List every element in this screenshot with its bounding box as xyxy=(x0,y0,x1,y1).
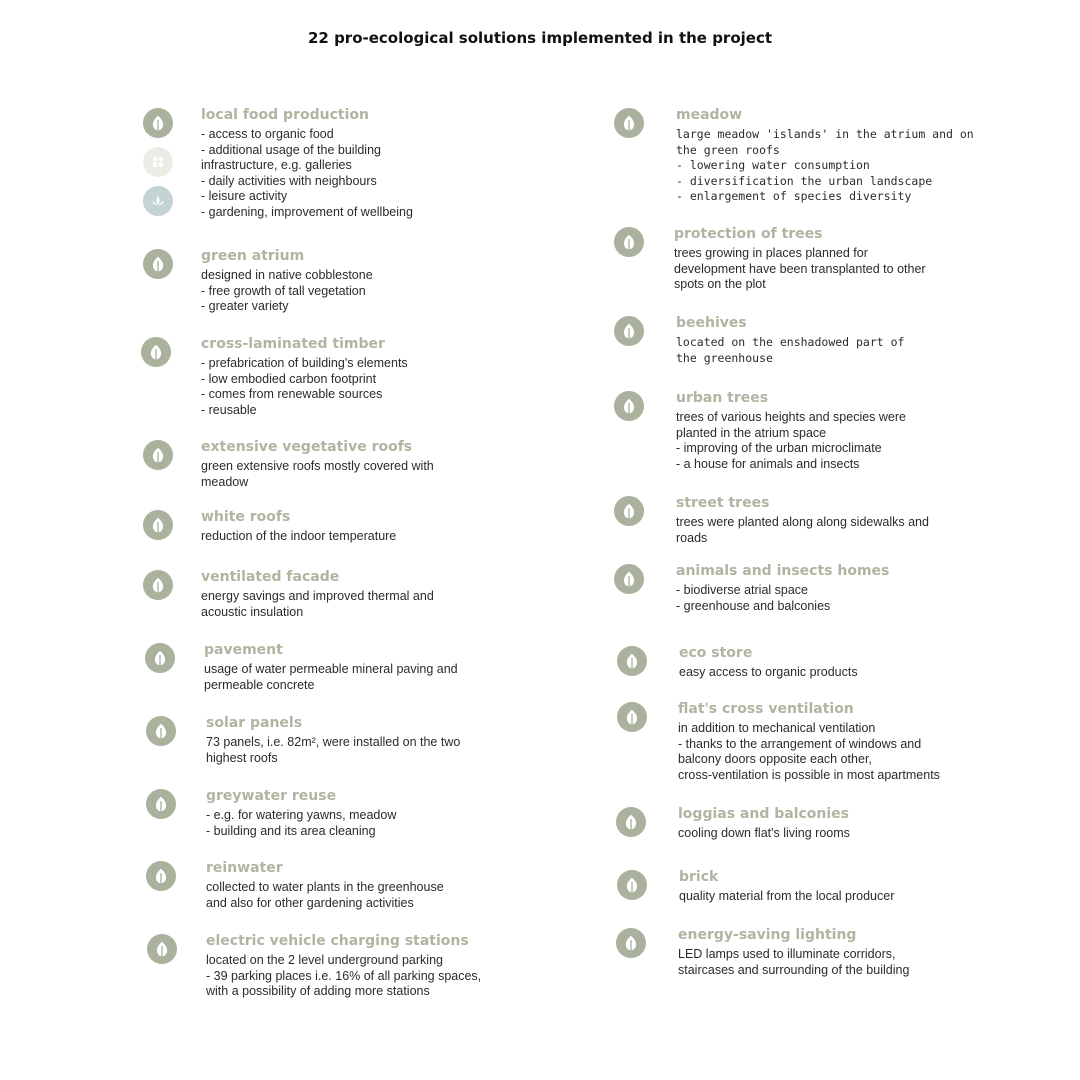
solution-heading: eco store xyxy=(679,645,753,661)
solution-description xyxy=(676,410,906,472)
leaf-icon xyxy=(614,316,644,346)
description-line: - low embodied carbon footprint xyxy=(201,371,377,386)
description-line: - greenhouse and balconies xyxy=(676,598,831,613)
description-line: - diversification the urban landscape xyxy=(676,173,933,188)
solution-description xyxy=(201,529,396,545)
solution-item xyxy=(201,247,373,315)
leaf-icon xyxy=(614,391,644,421)
description-line: designed in native cobblestone xyxy=(201,268,373,282)
solution-item xyxy=(679,644,858,681)
solution-item xyxy=(676,389,906,472)
leaf-icon xyxy=(146,716,176,746)
leaf-shape xyxy=(155,941,169,957)
description-line: located on the 2 level underground parking xyxy=(206,953,443,967)
description-line: - access to organic food xyxy=(201,127,334,141)
leaf-icon xyxy=(143,510,173,540)
description-line: cross-ventilation is possible in most apartments xyxy=(678,767,940,782)
leaf-shape xyxy=(622,234,636,250)
solution-heading: electric vehicle charging stations xyxy=(206,933,469,949)
people-icon xyxy=(143,147,173,177)
solution-description xyxy=(678,721,940,783)
description-line: - comes from renewable sources xyxy=(201,387,383,401)
solution-heading: greywater reuse xyxy=(206,788,337,804)
leaf-icon xyxy=(143,249,173,279)
leaf-shape xyxy=(151,517,165,533)
solution-heading: animals and insects homes xyxy=(676,563,890,579)
solution-heading: beehives xyxy=(676,315,747,331)
leaf-shape xyxy=(624,935,638,951)
description-line: and also for other gardening activities xyxy=(206,895,414,910)
description-line: - free growth of tall vegetation xyxy=(201,283,366,298)
leaf-icon xyxy=(143,570,173,600)
description-line: - prefabrication of building's elements xyxy=(201,356,408,370)
leaf-shape xyxy=(154,868,168,884)
leaf-icon xyxy=(147,934,177,964)
leaf-shape xyxy=(151,447,165,463)
solution-item xyxy=(676,562,889,614)
solution-heading: reinwater xyxy=(206,860,283,876)
leaf-icon xyxy=(145,643,175,673)
solution-description xyxy=(204,662,458,693)
description-line: - daily activities with neighbours xyxy=(201,173,377,188)
solution-heading: brick xyxy=(679,869,719,885)
description-line: large meadow 'islands' in the atrium and on xyxy=(676,127,974,141)
description-line: - greater variety xyxy=(201,299,289,313)
solution-item xyxy=(201,438,434,490)
solution-item xyxy=(678,926,909,978)
solution-description xyxy=(678,826,850,842)
description-line: in addition to mechanical ventilation xyxy=(678,721,876,735)
description-line: permeable concrete xyxy=(204,677,315,692)
solution-description xyxy=(679,665,858,681)
solution-heading: extensive vegetative roofs xyxy=(201,439,413,455)
leaf-shape xyxy=(154,796,168,812)
leaf-shape xyxy=(151,577,165,593)
description-line: trees of various heights and species were xyxy=(676,410,906,424)
description-line: meadow xyxy=(201,474,249,489)
description-line: infrastructure, e.g. galleries xyxy=(201,158,352,172)
solution-description xyxy=(206,880,444,911)
description-line: development have been transplanted to other xyxy=(674,261,926,276)
leaf-shape xyxy=(622,398,636,414)
solution-item xyxy=(206,787,396,839)
leaf-shape xyxy=(154,723,168,739)
description-line: the green roofs xyxy=(676,142,780,157)
leaf-icon xyxy=(614,496,644,526)
description-line: - 39 parking places i.e. 16% of all parking spaces, xyxy=(206,968,482,983)
solution-heading: pavement xyxy=(204,642,283,658)
leaf-shape xyxy=(625,653,639,669)
solution-heading: solar panels xyxy=(206,715,303,731)
solution-heading: white roofs xyxy=(201,509,291,525)
description-line: - biodiverse atrial space xyxy=(676,583,809,597)
solution-description xyxy=(679,889,894,905)
leaf-shape xyxy=(622,571,636,587)
leaf-icon xyxy=(616,928,646,958)
people-shape xyxy=(151,154,165,170)
solution-item xyxy=(201,508,396,545)
leaf-icon xyxy=(141,337,171,367)
description-line: - improving of the urban microclimate xyxy=(676,441,882,455)
solution-heading: green atrium xyxy=(201,248,305,264)
leaf-icon xyxy=(614,564,644,594)
solution-description xyxy=(206,735,460,766)
description-line: highest roofs xyxy=(206,750,278,765)
description-line: cooling down flat's living rooms xyxy=(678,826,850,840)
solution-item xyxy=(679,868,894,905)
description-line: located on the enshadowed part of xyxy=(676,335,905,349)
solution-description xyxy=(674,246,926,293)
solution-item xyxy=(206,932,481,1000)
description-line: staircases and surrounding of the building xyxy=(678,962,910,977)
solution-heading: local food production xyxy=(201,107,369,123)
description-line: - enlargement of species diversity xyxy=(676,189,912,203)
solution-description xyxy=(201,459,434,490)
description-line: balcony doors opposite each other, xyxy=(678,752,872,766)
solution-item xyxy=(676,106,974,205)
solution-item xyxy=(678,805,850,842)
description-line: - building and its area cleaning xyxy=(206,823,376,838)
leaf-icon xyxy=(614,108,644,138)
solution-heading: ventilated facade xyxy=(201,569,340,585)
description-line: trees growing in places planned for xyxy=(674,246,868,260)
solution-heading: cross-laminated timber xyxy=(201,336,385,352)
solution-item xyxy=(204,641,458,693)
solution-item xyxy=(678,700,940,783)
leaf-icon xyxy=(146,789,176,819)
leaf-shape xyxy=(149,344,163,360)
solution-item xyxy=(206,714,460,766)
description-line: usage of water permeable mineral paving and xyxy=(204,662,458,676)
leaf-icon xyxy=(617,870,647,900)
solution-item xyxy=(674,225,926,293)
leaf-shape xyxy=(625,709,639,725)
description-line: - reusable xyxy=(201,402,257,417)
description-line: acoustic insulation xyxy=(201,604,304,619)
description-line: - leisure activity xyxy=(201,189,288,203)
description-line: spots on the plot xyxy=(674,277,766,291)
solution-description xyxy=(678,947,909,978)
leaf-shape xyxy=(151,256,165,272)
solution-description xyxy=(201,268,373,315)
page-title: 22 pro-ecological solutions implemented in the project xyxy=(307,29,773,47)
solution-heading: energy-saving lighting xyxy=(678,927,857,943)
description-line: planted in the atrium space xyxy=(676,425,827,440)
solution-description xyxy=(201,356,408,418)
leaf-shape xyxy=(622,323,636,339)
solution-heading: meadow xyxy=(676,107,743,123)
solution-heading: flat's cross ventilation xyxy=(678,701,854,717)
description-line: LED lamps used to illuminate corridors, xyxy=(678,947,896,961)
lotus-shape xyxy=(151,193,165,209)
leaf-shape xyxy=(153,650,167,666)
leaf-shape xyxy=(624,814,638,830)
solution-heading: protection of trees xyxy=(674,226,823,242)
solution-description xyxy=(201,127,413,220)
description-line: trees were planted along along sidewalks and xyxy=(676,515,929,529)
solution-description xyxy=(676,583,889,614)
leaf-shape xyxy=(622,503,636,519)
description-line: with a possibility of adding more stations xyxy=(206,984,430,998)
leaf-shape xyxy=(622,115,636,131)
description-line: easy access to organic products xyxy=(679,665,858,679)
leaf-icon xyxy=(614,227,644,257)
description-line: reduction of the indoor temperature xyxy=(201,529,397,543)
leaf-icon xyxy=(617,702,647,732)
solution-description xyxy=(676,335,904,366)
solution-heading: urban trees xyxy=(676,390,769,406)
solution-description xyxy=(676,515,929,546)
leaf-icon xyxy=(146,861,176,891)
description-line: - e.g. for watering yawns, meadow xyxy=(206,808,397,822)
leaf-shape xyxy=(625,877,639,893)
solution-item xyxy=(676,314,904,366)
solution-heading: loggias and balconies xyxy=(678,806,850,822)
solution-item xyxy=(201,335,408,418)
solution-description xyxy=(201,589,434,620)
description-line: - additional usage of the building xyxy=(201,142,381,157)
description-line: 73 panels, i.e. 82m², were installed on the two xyxy=(206,735,461,749)
solution-item xyxy=(201,568,434,620)
leaf-icon xyxy=(617,646,647,676)
description-line: green extensive roofs mostly covered with xyxy=(201,459,434,473)
leaf-icon xyxy=(616,807,646,837)
description-line: the greenhouse xyxy=(676,350,773,365)
description-line: - lowering water consumption xyxy=(676,158,870,172)
solution-description xyxy=(676,127,974,205)
description-line: - thanks to the arrangement of windows and xyxy=(678,736,922,751)
solution-item xyxy=(201,106,413,220)
solution-item xyxy=(676,494,929,546)
description-line: collected to water plants in the greenhouse xyxy=(206,880,444,894)
description-line: roads xyxy=(676,530,708,545)
description-line: - gardening, improvement of wellbeing xyxy=(201,204,413,219)
solution-description xyxy=(206,953,481,1000)
solution-item xyxy=(206,859,444,911)
leaf-icon xyxy=(143,440,173,470)
solution-description xyxy=(206,808,396,839)
leaf-icon xyxy=(143,108,173,138)
description-line: energy savings and improved thermal and xyxy=(201,589,434,603)
description-line: quality material from the local producer xyxy=(679,889,895,903)
leaf-shape xyxy=(151,115,165,131)
lotus-icon xyxy=(143,186,173,216)
solution-heading: street trees xyxy=(676,495,770,511)
description-line: - a house for animals and insects xyxy=(676,456,860,471)
